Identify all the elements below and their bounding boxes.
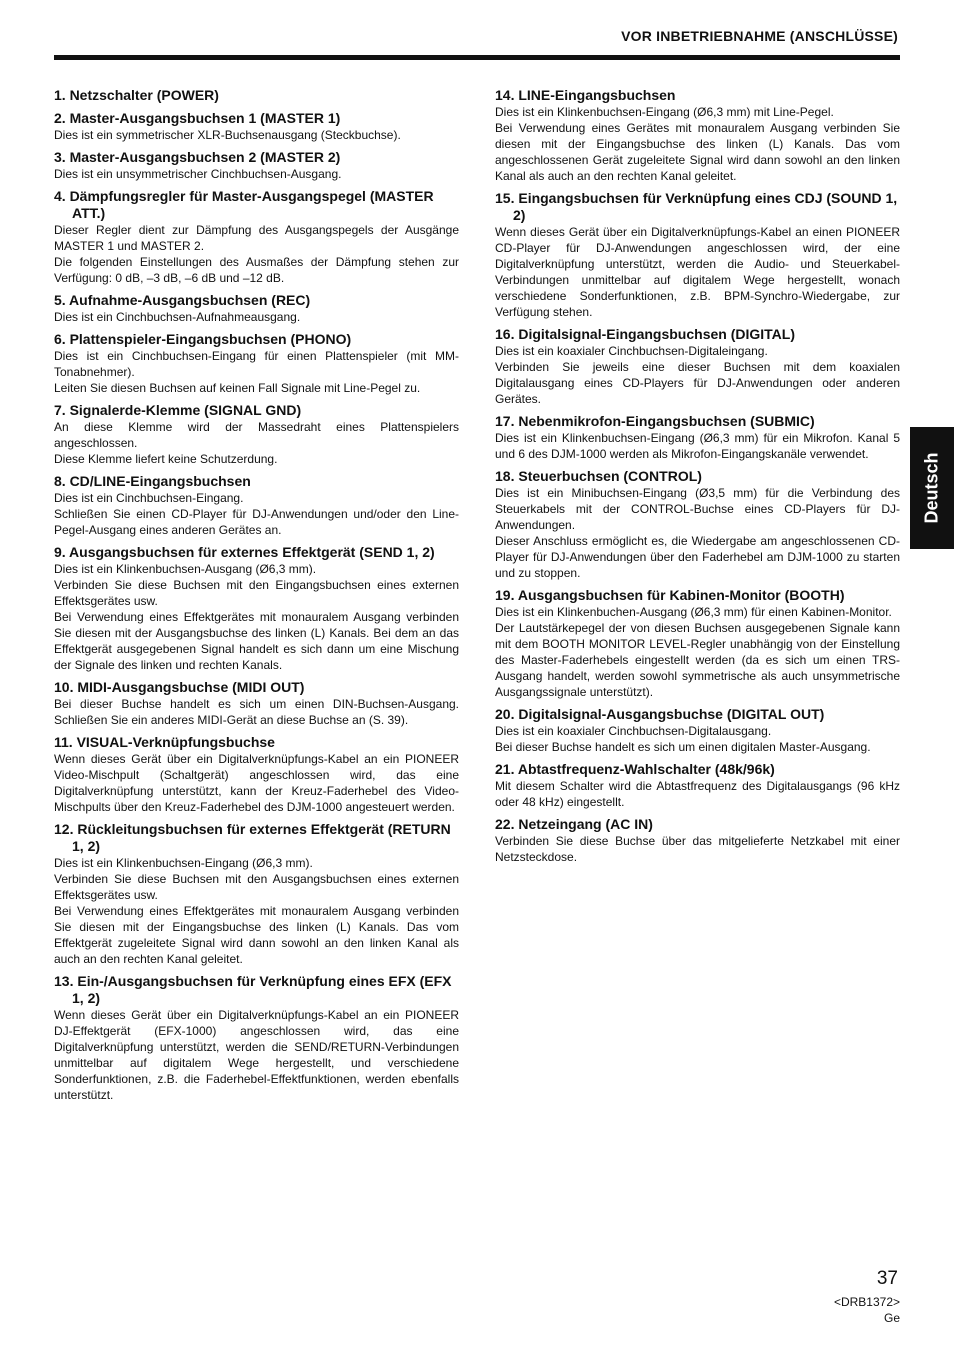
item-description: Bei dieser Buchse handelt es sich um einen digitalen Master-Ausgang. [495,740,871,754]
document-code [834,1294,900,1326]
connector-item [495,816,900,865]
item-heading: 5. Aufnahme-Ausgangsbuchsen (REC) [54,292,311,308]
language-tab [910,427,954,549]
item-description: An diese Klemme wird der Massedraht eines Plattenspielers angeschlossen. [54,420,459,450]
item-heading: 16. Digitalsignal-Eingangsbuchsen (DIGITAL) [495,326,795,342]
item-description: Bei Verwendung eines Effektgerätes mit monauralem Ausgang verbinden Sie diesen mit der Eingangsbuchse des linken (L) Kanals. Das vom Effektgerät zugeleitete Signal wird dann sowohl an den linken Kanal als auch an den rechten Kanal geleitet. [54,904,459,966]
connector-item [495,87,900,184]
connector-item [54,292,459,325]
item-description: Bei dieser Buchse handelt es sich um einen DIN-Buchsen-Ausgang. Schließen Sie ein anderes MIDI-Gerät an diese Buchse an (S. 39). [54,697,459,727]
connector-item [54,544,459,673]
item-description: Verbinden Sie diese Buchse über das mitgelieferte Netzkabel mit einer Netzsteckdose. [495,834,900,864]
item-description: Dies ist ein Cinchbuchsen-Eingang für einen Plattenspieler (mit MM-Tonabnehmer). [54,349,459,379]
item-description: Dies ist ein Klinkenbuchsen-Eingang (Ø6,3 mm). [54,856,313,870]
header-rule [54,55,900,60]
connector-item [54,402,459,467]
item-heading: 6. Plattenspieler-Eingangsbuchsen (PHONO) [54,331,352,347]
item-description: Dieser Anschluss ermöglicht es, die Wiedergabe am angeschlossenen CD-Player für DJ-Anwendungen über den Faderhebel am DJM-1000 zu starten und zu stoppen. [495,534,900,580]
item-description: Die folgenden Einstellungen des Ausmaßes der Dämpfung stehen zur Verfügung: 0 dB, –3 dB, –6 dB und –12 dB. [54,255,459,285]
item-description: Verbinden Sie diese Buchsen mit den Ausgangsbuchsen eines externen Effektsgerätes usw. [54,872,459,902]
item-description: Mit diesem Schalter wird die Abtastfrequenz des Digitalausgangs (96 kHz oder 48 kHz) eingestellt. [495,779,900,809]
item-description: Leiten Sie diesen Buchsen auf keinen Fall Signale mit Line-Pegel zu. [54,381,421,395]
item-heading: 1. Netzschalter (POWER) [54,87,219,103]
item-description: Dies ist ein koaxialer Cinchbuchsen-Digitalausgang. [495,724,772,738]
item-description: Dies ist ein symmetrischer XLR-Buchsenausgang (Steckbuchse). [54,128,401,142]
item-heading: 12. Rückleitungsbuchsen für externes Effektgerät (RETURN 1, 2) [54,821,451,854]
item-description: Bei Verwendung eines Gerätes mit monauralem Ausgang verbinden Sie diesen mit der Eingangsbuchse des linken (L) Kanals. Das vom angeschlossenen Gerät zugeleitete Signal wird dann sowohl an den linken Kanal als auch an den rechten Kanal geleitet. [495,121,900,183]
item-description: Wenn dieses Gerät über ein Digitalverknüpfungs-Kabel an einen PIONEER CD-Player für DJ-Anwendungen angeschlossen wird, der eine Digitalverknüpfung unterstützt, werden die Audio- und Steuerkabel-Verbindungen unmittelbar auf digitalem Wege hergestellt, wonach verschiedene Sonderfunktionen, z.B. BPM-Synchro-Wiedergabe, zur Verfügung stehen. [495,225,900,319]
item-description: Verbinden Sie diese Buchsen mit den Eingangsbuchsen eines externen Effektsgerätes usw. [54,578,459,608]
connector-item [495,190,900,320]
item-heading: 7. Signalerde-Klemme (SIGNAL GND) [54,402,302,418]
connector-item [495,326,900,407]
language-tab-label: Deutsch [921,452,942,524]
right-column [495,87,900,871]
item-description: Dies ist ein Klinkenbuchsen-Eingang (Ø6,3 mm) mit Line-Pegel. [495,105,834,119]
item-description: Dies ist ein unsymmetrischer Cinchbuchsen-Ausgang. [54,167,342,181]
item-heading: 18. Steuerbuchsen (CONTROL) [495,468,702,484]
lang-code: Ge [883,1311,900,1325]
item-heading: 11. VISUAL-Verknüpfungsbuchse [54,734,275,750]
item-heading: 20. Digitalsignal-Ausgangsbuchse (DIGITAL OUT) [495,706,825,722]
doc-code: <DRB1372> [833,1295,900,1309]
connector-item [495,468,900,581]
item-heading: 22. Netzeingang (AC IN) [495,816,653,832]
connector-item [54,473,459,538]
item-description: Wenn dieses Gerät über ein Digitalverknüpfungs-Kabel an ein PIONEER DJ-Effektgerät (EFX-1000) angeschlossen wird, das eine Digitalverknüpfung unterstützt, werden die SEND/RETURN-Verbindungen unmittelbar auf digitalem Wege hergestellt, und verschiedene Sonderfunktionen, z.B. die Faderhebel-Effektfunktionen, werden ebenfalls unterstützt. [54,1008,459,1102]
page-number: 37 [876,1268,898,1289]
connector-item [54,821,459,967]
connector-item [54,679,459,728]
connector-item [54,188,459,286]
connector-item [495,706,900,755]
section-title: VOR INBETRIEBNAHME (ANSCHLÜSSE) [621,28,898,44]
item-heading: 19. Ausgangsbuchsen für Kabinen-Monitor (BOOTH) [495,587,845,603]
item-heading: 2. Master-Ausgangsbuchsen 1 (MASTER 1) [54,110,341,126]
item-heading: 4. Dämpfungsregler für Master-Ausgangspegel (MASTER ATT.) [54,188,434,221]
item-description: Dies ist ein Cinchbuchsen-Aufnahmeausgang. [54,310,301,324]
item-description: Dieser Regler dient zur Dämpfung des Ausgangspegels der Ausgänge MASTER 1 und MASTER 2. [54,223,459,253]
item-description: Dies ist ein Minibuchsen-Eingang (Ø3,5 mm) für die Verbindung des Steuerkabels mit der CONTROL-Buchse eines CD-Players für DJ-Anwendungen. [495,486,900,532]
item-description: Bei Verwendung eines Effektgerätes mit monauralem Ausgang verbinden Sie diesen mit der Ausgangsbuchse des linken (L) Kanals. Bei dem an das Effektgerät ausgegebenen Signal handelt es sich dann um eine Mischung der Signale des linken und rechten Kanals. [54,610,459,672]
item-heading: 21. Abtastfrequenz-Wahlschalter (48k/96k) [495,761,775,777]
connector-item [54,149,459,182]
connector-item [54,110,459,143]
item-heading: 10. MIDI-Ausgangsbuchse (MIDI OUT) [54,679,305,695]
item-description: Dies ist ein Klinkenbuchen-Ausgang (Ø6,3 mm) für einen Kabinen-Monitor. [495,605,892,619]
connector-item [54,734,459,815]
item-description: Dies ist ein Klinkenbuchsen-Ausgang (Ø6,3 mm). [54,562,317,576]
item-description: Wenn dieses Gerät über ein Digitalverknüpfungs-Kabel an ein PIONEER Video-Mischpult (Schaltgerät) angeschlossen wird, das eine Digitalverknüpfung unterstützt, kann der Kreuz-Faderhebel des Video-Mischpults über den Kreuz-Faderhebel des DJM-1000 angesteuert werden. [54,752,459,814]
item-heading: 13. Ein-/Ausgangsbuchsen für Verknüpfung eines EFX (EFX 1, 2) [54,973,452,1006]
connector-item [54,331,459,396]
item-description: Diese Klemme liefert keine Schutzerdung. [54,452,278,466]
item-heading: 9. Ausgangsbuchsen für externes Effektgerät (SEND 1, 2) [54,544,435,560]
item-description: Dies ist ein koaxialer Cinchbuchsen-Digitaleingang. [495,344,768,358]
connector-item [54,973,459,1103]
connector-item [54,87,459,104]
connector-item [495,587,900,700]
item-heading: 14. LINE-Eingangsbuchsen [495,87,676,103]
connector-item [495,761,900,810]
item-heading: 15. Eingangsbuchsen für Verknüpfung eines CDJ (SOUND 1, 2) [495,190,898,223]
item-heading: 3. Master-Ausgangsbuchsen 2 (MASTER 2) [54,149,341,165]
connector-item [495,413,900,462]
item-description: Dies ist ein Klinkenbuchsen-Eingang (Ø6,3 mm) für ein Mikrofon. Kanal 5 und 6 des DJM-1000 werden als Mikrofon-Eingangskanäle verwendet. [495,431,900,461]
item-description: Schließen Sie einen CD-Player für DJ-Anwendungen und/oder den Line-Pegel-Ausgang eines anderen Gerätes an. [54,507,459,537]
item-description: Dies ist ein Cinchbuchsen-Eingang. [54,491,244,505]
item-heading: 17. Nebenmikrofon-Eingangsbuchsen (SUBMIC) [495,413,815,429]
item-description: Der Lautstärkepegel der von diesen Buchsen ausgegebenen Signale kann mit dem BOOTH MONITOR LEVEL-Regler unabhängig von der Einstellung des Master-Faderhebels eingestellt werden (da es sich um einen TRS-Ausgang handelt, werden sowohl symmetrische als auch unsymmetrische Ausgangssignale unterstützt). [495,621,900,699]
item-heading: 8. CD/LINE-Eingangsbuchsen [54,473,251,489]
left-column [54,87,459,1109]
item-description: Verbinden Sie jeweils eine dieser Buchsen mit dem koaxialen Digitalausgang eines CD-Players für DJ-Anwendungen oder anderen Gerätes. [495,360,900,406]
